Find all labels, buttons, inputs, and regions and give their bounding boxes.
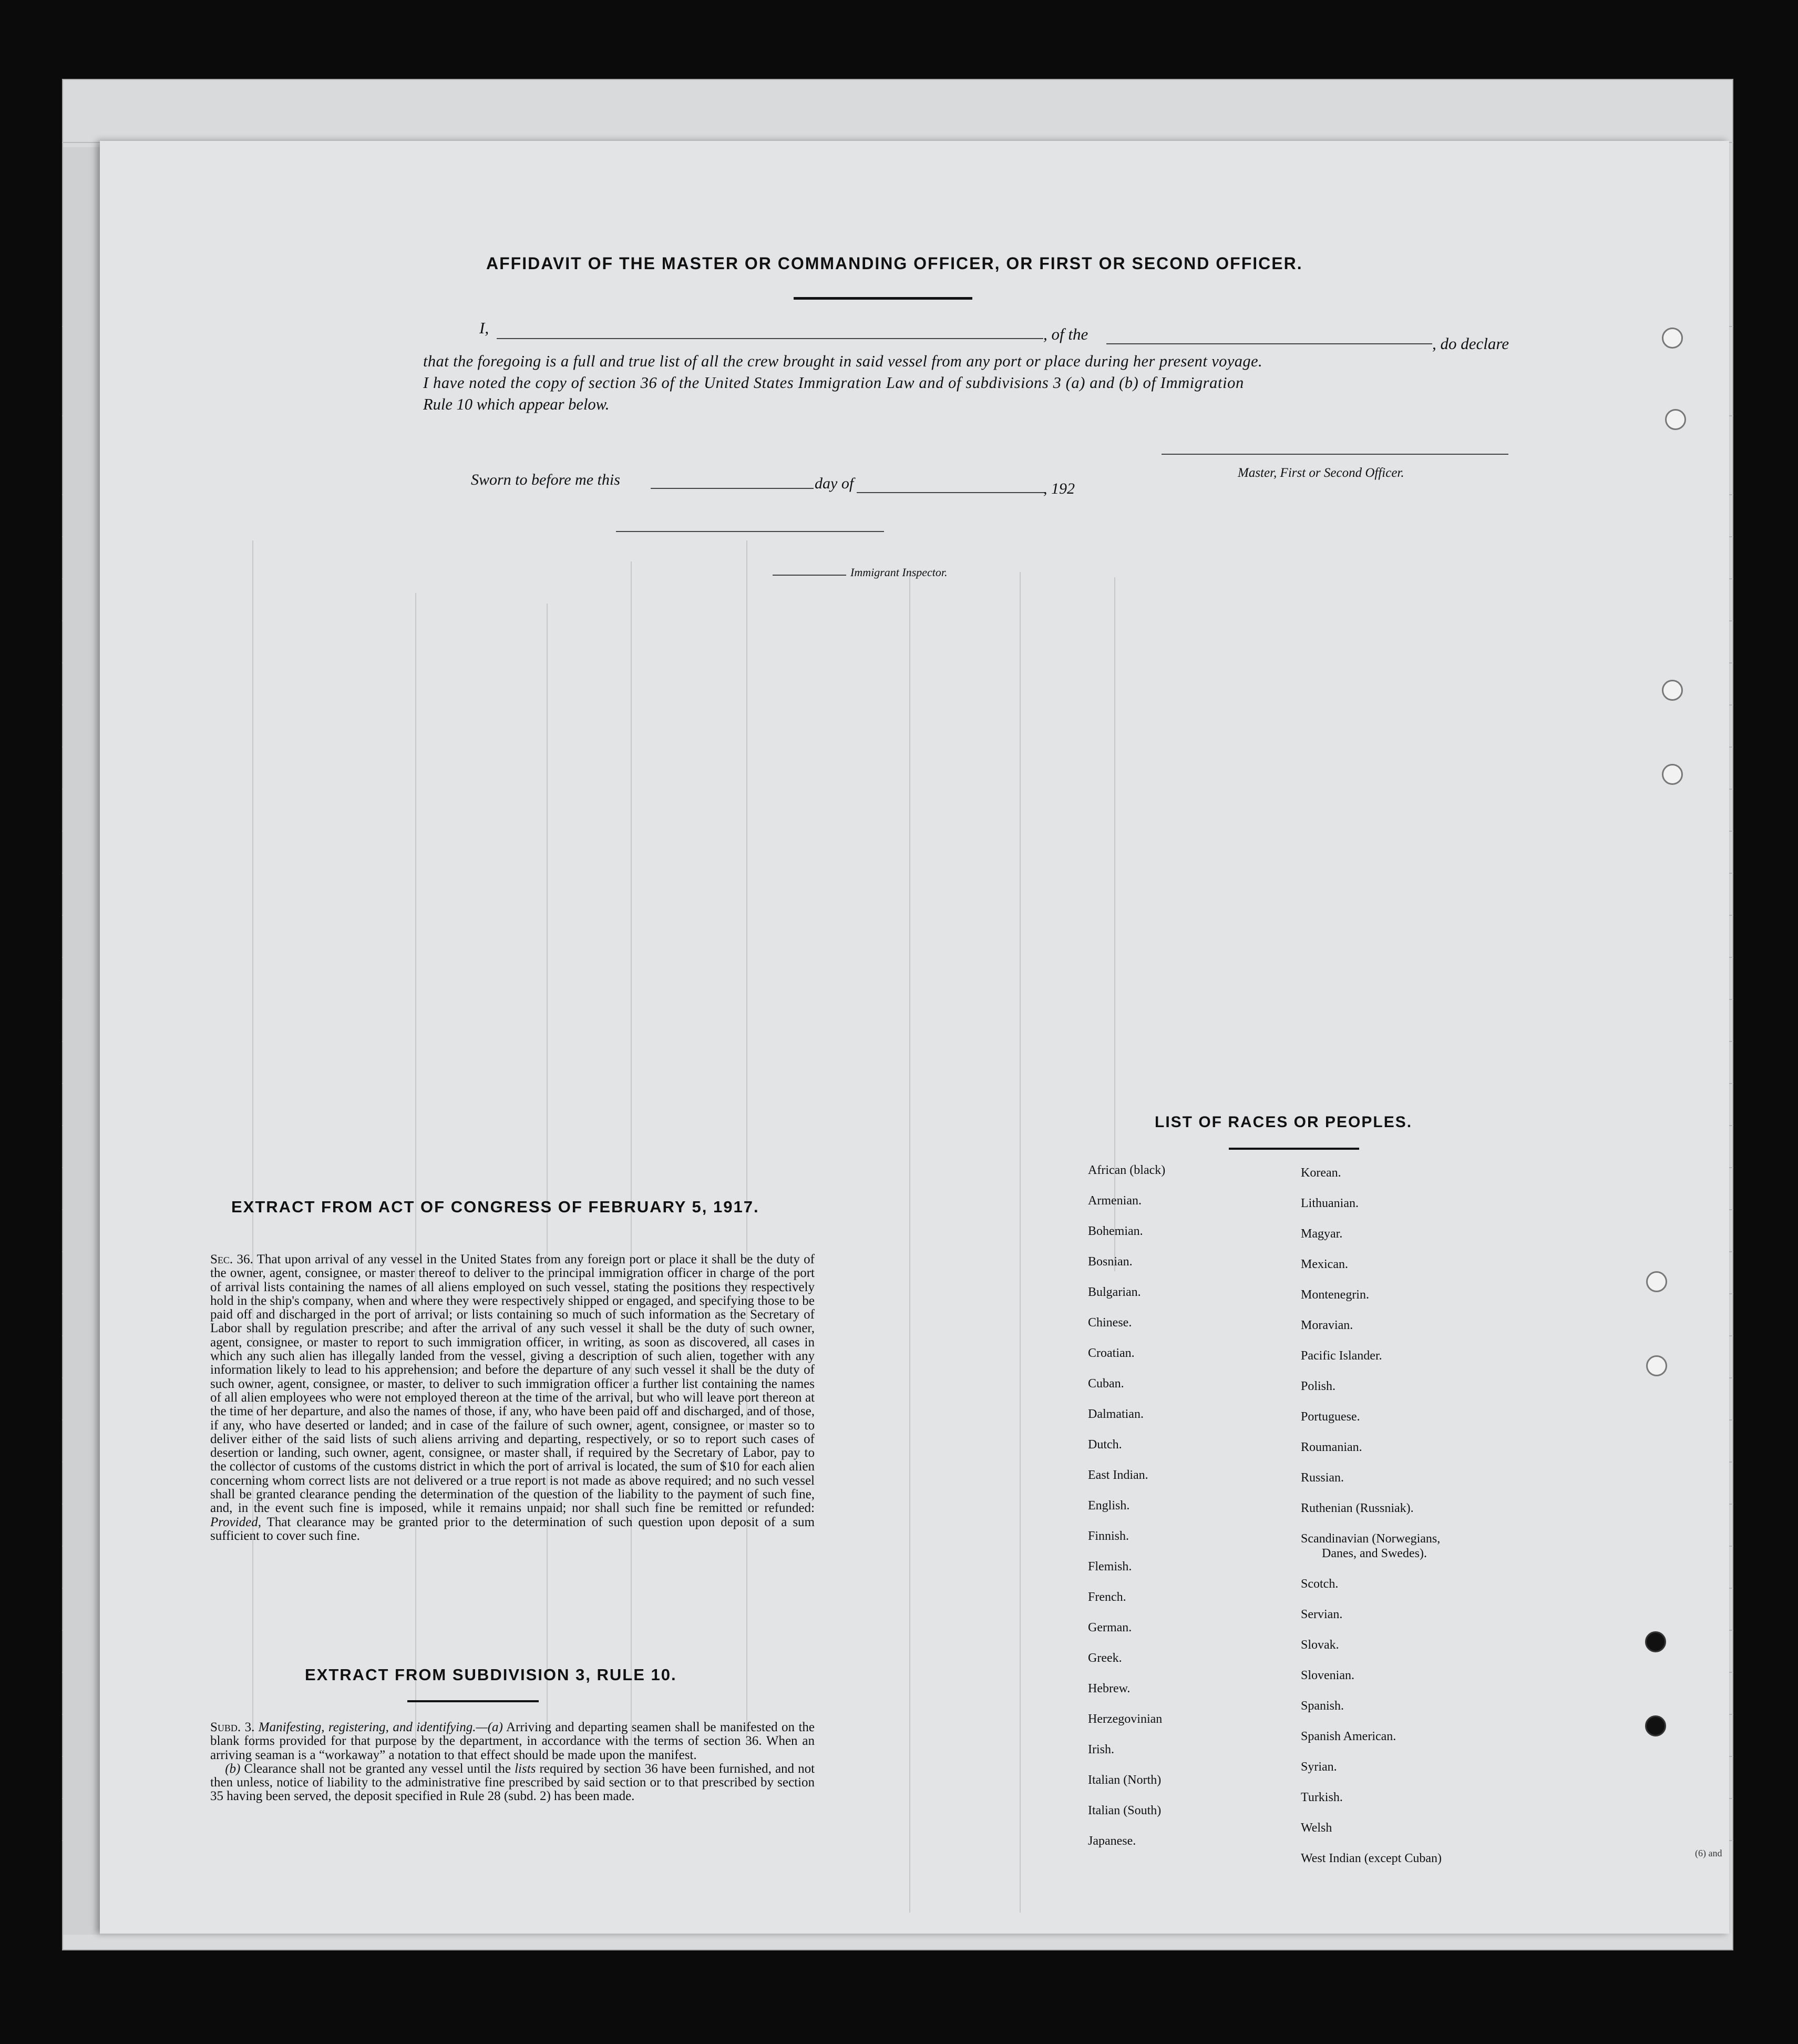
race-item: Russian. bbox=[1301, 1471, 1344, 1485]
bleed-column-line bbox=[909, 572, 910, 1913]
race-item: Montenegrin. bbox=[1301, 1288, 1369, 1302]
subd-heading: Manifesting, registering, and identifying. bbox=[258, 1720, 476, 1734]
punch-hole bbox=[1646, 1271, 1667, 1292]
races-title: LIST OF RACES OR PEOPLES. bbox=[1155, 1113, 1413, 1131]
declaration-line-1: that the foregoing is a full and true list of all the crew brought in said vessel from any port or place during her present voyage. bbox=[423, 352, 1263, 370]
year-label: , 192 bbox=[1043, 480, 1075, 497]
races-title-underline bbox=[1229, 1148, 1359, 1150]
race-item: Chinese. bbox=[1088, 1316, 1132, 1330]
inspector-signature-line bbox=[616, 531, 884, 532]
i-label: I, bbox=[479, 319, 489, 337]
left-edge-strip bbox=[63, 147, 100, 1935]
race-item: Roumanian. bbox=[1301, 1440, 1362, 1454]
subd-b-label: (b) bbox=[225, 1761, 241, 1776]
race-item: Mexican. bbox=[1301, 1258, 1348, 1271]
race-item: Bohemian. bbox=[1088, 1224, 1143, 1238]
sworn-day-blank bbox=[651, 488, 814, 489]
bleed-column-line bbox=[631, 561, 632, 1744]
race-item: African (black) bbox=[1088, 1163, 1166, 1177]
punch-hole bbox=[1662, 328, 1683, 349]
race-item: Syrian. bbox=[1301, 1760, 1337, 1774]
race-item: Korean. bbox=[1301, 1166, 1341, 1180]
race-item: Armenian. bbox=[1088, 1194, 1142, 1208]
race-item: Danes, and Swedes). bbox=[1322, 1547, 1427, 1560]
race-item: Scandinavian (Norwegians, bbox=[1301, 1532, 1441, 1546]
bleed-column-line bbox=[746, 540, 747, 1744]
sworn-label: Sworn to before me this bbox=[471, 471, 620, 488]
section-36-body: That upon arrival of any vessel in the United States from any foreign port or place it shall be the duty of the owner, agent, consignee, or master thereof to deliver to the principal immigration officer in charge of the port of arrival lists containing the names of all aliens employed on such vessel, stating the positions they respectively hold in the ship's company, when and where they were respectively shipped or engaged, and specifying those to be paid off and discharged in the port of arrival; or lists containing so much of such information as the Secretary of Labor shall by regulation prescribe; and after the arrival of any such vessel it shall be the duty of such owner, agent, consignee, or master to report to such immigration officer, in writing, as soon as discovered, all cases in which any such alien has illegally landed from the vessel, giving a description of such alien, together with any information likely to lead to his apprehension; and before the departure of any such vessel it shall be the duty of such owner, agent, consignee, or master, to deliver to such immigration officer a further list containing the names of all alien employees who were not employed thereon at the time of the arrival, but who will leave port thereon at the time of her departure, and also the names of those, if any, who have been paid off and discharged, and of those, if any, who have deserted or landed; and in case of the failure of such owner, agent, consignee, or master so to deliver either of the said lists of such aliens arriving and departing, respectively, or so to report such cases of desertion or landing, such owner, agent, consignee, or master shall, if required by the Secretary of Labor, pay to the collector of customs of the customs district in which the port of arrival is located, the sum of $10 for each alien concerning whom correct lists are not delivered or a true report is not made as above required; and no such vessel shall be granted clearance pending the determination of the question of the liability to the payment of such fine, and, in the event such fine is imposed, while it remains unpaid; nor shall such fine be remitted or refunded: bbox=[210, 1252, 815, 1516]
race-item: Italian (North) bbox=[1088, 1773, 1162, 1787]
subd-a-label: —(a) bbox=[476, 1720, 503, 1734]
race-item: Scotch. bbox=[1301, 1577, 1339, 1591]
declaration-line-2: I have noted the copy of section 36 of the United States Immigration Law and of subdivisions 3 (a) and (b) of Immigration bbox=[423, 374, 1244, 392]
race-item: Ruthenian (Russniak). bbox=[1301, 1501, 1414, 1515]
race-item: Slovenian. bbox=[1301, 1669, 1354, 1682]
subdivision-3-text bbox=[210, 1721, 815, 1804]
race-item: Turkish. bbox=[1301, 1791, 1343, 1804]
of-the-label: , of the bbox=[1043, 325, 1088, 343]
punch-hole bbox=[1662, 680, 1683, 701]
race-item: Finnish. bbox=[1088, 1529, 1129, 1543]
race-item: Herzegovinian bbox=[1088, 1712, 1163, 1726]
do-declare-label: , do declare bbox=[1432, 334, 1509, 353]
race-item: Pacific Islander. bbox=[1301, 1349, 1382, 1363]
race-item: Servian. bbox=[1301, 1608, 1343, 1621]
bleed-column-line bbox=[547, 604, 548, 1739]
bleed-column-line bbox=[415, 593, 416, 1750]
race-item: English. bbox=[1088, 1499, 1130, 1512]
subd-b-text-2: required by section 36 have been furnished, and not then unless, notice of liability to the administrative fine prescribed by said section or to that prescribed by section 35 having been served, the deposit specified in Rule 28 (subd. 2) has been made. bbox=[210, 1761, 815, 1804]
provided-label: Provided, bbox=[210, 1515, 261, 1529]
race-item: Dalmatian. bbox=[1088, 1407, 1144, 1421]
subd-a-text: Arriving and departing seamen shall be manifested on the blank forms provided for that purpose by the department, in accordance with the terms of section 36. When an arriving seaman is a “workaway” a notation to that effect should be made upon the manifest. bbox=[210, 1720, 815, 1762]
race-item: Magyar. bbox=[1301, 1227, 1343, 1241]
race-item: French. bbox=[1088, 1590, 1126, 1604]
race-item: Greek. bbox=[1088, 1651, 1122, 1665]
inspector-short-line bbox=[773, 575, 846, 576]
punch-hole bbox=[1646, 1355, 1667, 1376]
bleed-column-line bbox=[1020, 572, 1021, 1913]
affidavit-title-underline bbox=[794, 297, 972, 300]
race-item: Cuban. bbox=[1088, 1377, 1124, 1391]
margin-note: (6) and bbox=[1695, 1848, 1722, 1858]
extract-act-title: EXTRACT FROM ACT OF CONGRESS OF FEBRUARY 5, 1917. bbox=[231, 1198, 759, 1216]
punch-hole bbox=[1662, 764, 1683, 785]
subd-b-lists: lists bbox=[515, 1761, 536, 1776]
race-item: Hebrew. bbox=[1088, 1682, 1131, 1695]
race-item: Welsh bbox=[1301, 1821, 1332, 1835]
race-item: Lithuanian. bbox=[1301, 1197, 1359, 1210]
race-item: Portuguese. bbox=[1301, 1410, 1360, 1424]
race-item: Polish. bbox=[1301, 1379, 1336, 1393]
bleed-column-line bbox=[252, 540, 253, 1750]
section-36-text bbox=[210, 1253, 815, 1543]
extract-rule-title: EXTRACT FROM SUBDIVISION 3, RULE 10. bbox=[305, 1665, 677, 1684]
race-item: Italian (South) bbox=[1088, 1804, 1162, 1817]
punch-hole bbox=[1665, 409, 1686, 430]
race-item: Spanish. bbox=[1301, 1699, 1344, 1713]
sworn-month-blank bbox=[857, 492, 1046, 493]
race-item: German. bbox=[1088, 1621, 1132, 1634]
race-item: East Indian. bbox=[1088, 1468, 1148, 1482]
race-item: Bosnian. bbox=[1088, 1255, 1133, 1269]
race-item: Spanish American. bbox=[1301, 1730, 1396, 1743]
day-of-label: day of bbox=[815, 475, 854, 492]
master-signature-label: Master, First or Second Officer. bbox=[1238, 466, 1404, 480]
affidavit-title: AFFIDAVIT OF THE MASTER OR COMMANDING OFFICER, OR FIRST OR SECOND OFFICER. bbox=[486, 254, 1303, 273]
race-item: Croatian. bbox=[1088, 1346, 1135, 1360]
extract-rule-underline bbox=[407, 1700, 539, 1702]
subd-label: Subd. 3. bbox=[210, 1720, 255, 1734]
race-item: Bulgarian. bbox=[1088, 1285, 1141, 1299]
race-item: Flemish. bbox=[1088, 1560, 1132, 1573]
vessel-blank-line bbox=[1106, 343, 1432, 344]
declaration-line-3: Rule 10 which appear below. bbox=[423, 395, 610, 413]
race-item: West Indian (except Cuban) bbox=[1301, 1852, 1442, 1865]
inspector-label: Immigrant Inspector. bbox=[850, 566, 948, 579]
race-item: Moravian. bbox=[1301, 1319, 1353, 1332]
subd-b-text-1: Clearance shall not be granted any vessel until the bbox=[244, 1761, 511, 1776]
race-item: Japanese. bbox=[1088, 1834, 1136, 1848]
name-blank-line bbox=[497, 338, 1043, 339]
section-36-end: That clearance may be granted prior to the determination of such question upon deposit of a sum sufficient to cover such fine. bbox=[210, 1515, 815, 1543]
section-label: Sec. 36. bbox=[210, 1252, 253, 1266]
punch-hole bbox=[1645, 1631, 1666, 1652]
master-signature-line bbox=[1162, 454, 1508, 455]
race-item: Irish. bbox=[1088, 1743, 1114, 1756]
affidavit-sheet bbox=[100, 141, 1729, 1934]
race-item: Dutch. bbox=[1088, 1438, 1122, 1452]
punch-hole bbox=[1645, 1715, 1666, 1736]
race-item: Slovak. bbox=[1301, 1638, 1339, 1652]
